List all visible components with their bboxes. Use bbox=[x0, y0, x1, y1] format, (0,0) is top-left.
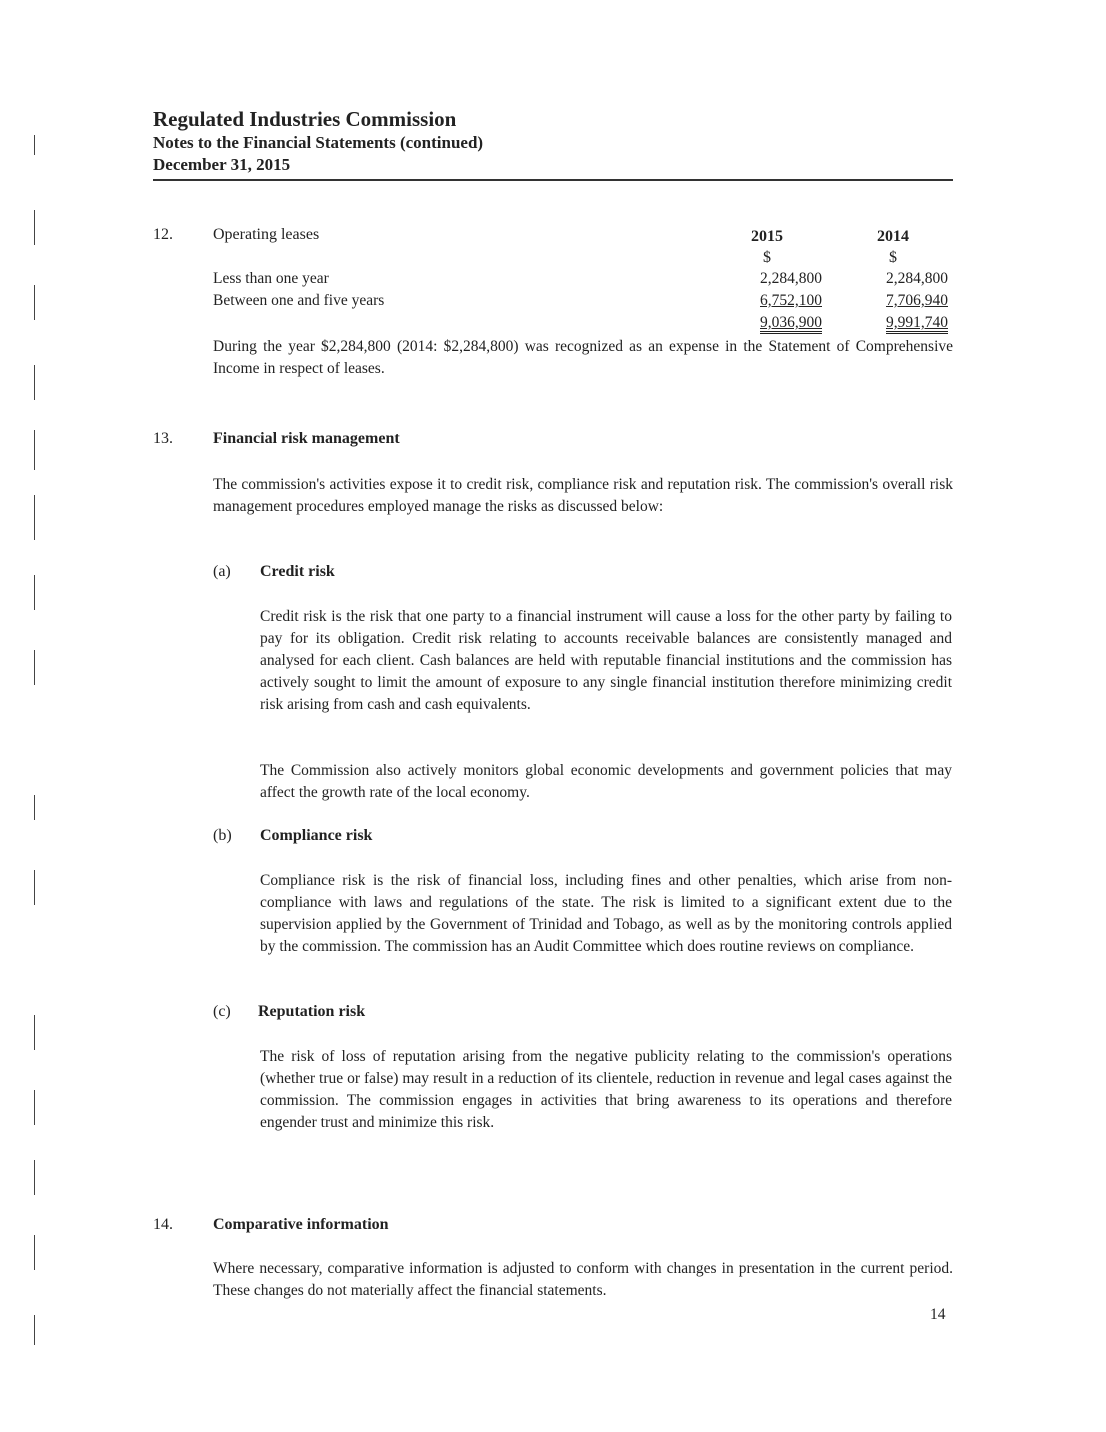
scan-artifact bbox=[34, 795, 35, 820]
lease-row-label: Less than one year bbox=[213, 270, 329, 287]
scan-artifact bbox=[34, 575, 35, 610]
col-2014-header: 2014 bbox=[877, 228, 909, 245]
note-12-number: 12. bbox=[153, 226, 173, 243]
currency-2014: $ bbox=[889, 249, 897, 266]
currency-2015: $ bbox=[763, 249, 771, 266]
lease-row-value-2015: 2,284,800 bbox=[760, 270, 822, 287]
credit-risk-text-2: The Commission also actively monitors global economic developments and government policies that may affect the growth rate of the local economy. bbox=[260, 762, 952, 801]
note-14-number: 14. bbox=[153, 1216, 173, 1233]
reputation-risk-title: Reputation risk bbox=[258, 1003, 366, 1020]
scan-artifact bbox=[34, 285, 35, 320]
scan-artifact bbox=[34, 870, 35, 905]
note-13-intro: The commission's activities expose it to credit risk, compliance risk and reputation risk. The commission's overall risk management procedures employed manage the risks as discussed below: bbox=[213, 476, 953, 515]
scan-artifact bbox=[34, 1235, 35, 1270]
note-12-text: During the year $2,284,800 (2014: $2,284,800) was recognized as an expense in the Statement of Comprehensive Income in respect of leases. bbox=[213, 338, 953, 377]
note-13-number: 13. bbox=[153, 430, 173, 447]
document-date: December 31, 2015 bbox=[153, 155, 291, 174]
document-subtitle: Notes to the Financial Statements (continued) bbox=[153, 133, 484, 152]
lease-total-2014: 9,991,740 bbox=[886, 314, 948, 334]
page-number: 14 bbox=[930, 1306, 946, 1323]
note-12-title: Operating leases bbox=[213, 226, 320, 243]
credit-risk-label: (a) bbox=[213, 563, 231, 580]
note-14-text: Where necessary, comparative information is adjusted to conform with changes in presentation in the current period. These changes do not materially affect the financial statements. bbox=[213, 1260, 953, 1299]
scan-artifact bbox=[34, 430, 35, 470]
scan-artifact bbox=[34, 210, 35, 245]
compliance-risk-title: Compliance risk bbox=[260, 827, 373, 844]
scan-artifact bbox=[34, 1090, 35, 1125]
credit-risk-title: Credit risk bbox=[260, 563, 335, 580]
lease-total-2015: 9,036,900 bbox=[760, 314, 822, 334]
header-rule bbox=[153, 179, 953, 181]
note-13-title: Financial risk management bbox=[213, 430, 400, 447]
scan-artifact bbox=[34, 1160, 35, 1195]
organization-name: Regulated Industries Commission bbox=[153, 107, 457, 131]
compliance-risk-label: (b) bbox=[213, 827, 232, 844]
scan-artifact bbox=[34, 650, 35, 685]
lease-row-value-2014: 2,284,800 bbox=[886, 270, 948, 287]
scan-artifact bbox=[34, 1315, 35, 1345]
col-2015-header: 2015 bbox=[751, 228, 783, 245]
scan-artifact bbox=[34, 365, 35, 400]
scan-artifact bbox=[34, 1015, 35, 1050]
reputation-risk-label: (c) bbox=[213, 1003, 231, 1020]
document-header bbox=[153, 106, 953, 176]
lease-row-label: Between one and five years bbox=[213, 292, 385, 309]
scan-artifact bbox=[34, 135, 35, 155]
credit-risk-text: Credit risk is the risk that one party to a financial instrument will cause a loss for the other party by failing to pay for its obligation. Credit risk relating to accounts receivable balances are consistently managed and analysed for each client. Cash balances are held with reputable financial institutions and the commission has actively sought to limit the amount of exposure to any single financial institution therefore minimizing credit risk arising from cash and cash equivalents. bbox=[260, 608, 952, 713]
lease-row-value-2014: 7,706,940 bbox=[886, 292, 948, 309]
reputation-risk-text: The risk of loss of reputation arising from the negative publicity relating to the commission's operations (whether true or false) may result in a reduction of its clientele, reduction in revenue and legal cases against the commission. The commission engages in activities that bring awareness to its operations and therefore engender trust and minimize this risk. bbox=[260, 1048, 952, 1131]
scan-artifact bbox=[34, 495, 35, 540]
note-14-title: Comparative information bbox=[213, 1216, 389, 1233]
compliance-risk-text: Compliance risk is the risk of financial loss, including fines and other penalties, which arise from non-compliance with laws and regulations of the state. The risk is limited to a significant extent due to the supervision applied by the Government of Trinidad and Tobago, as well as by the monitoring controls applied by the commission. The commission has an Audit Committee which does routine reviews on compliance. bbox=[260, 872, 952, 955]
lease-row-value-2015: 6,752,100 bbox=[760, 292, 822, 309]
